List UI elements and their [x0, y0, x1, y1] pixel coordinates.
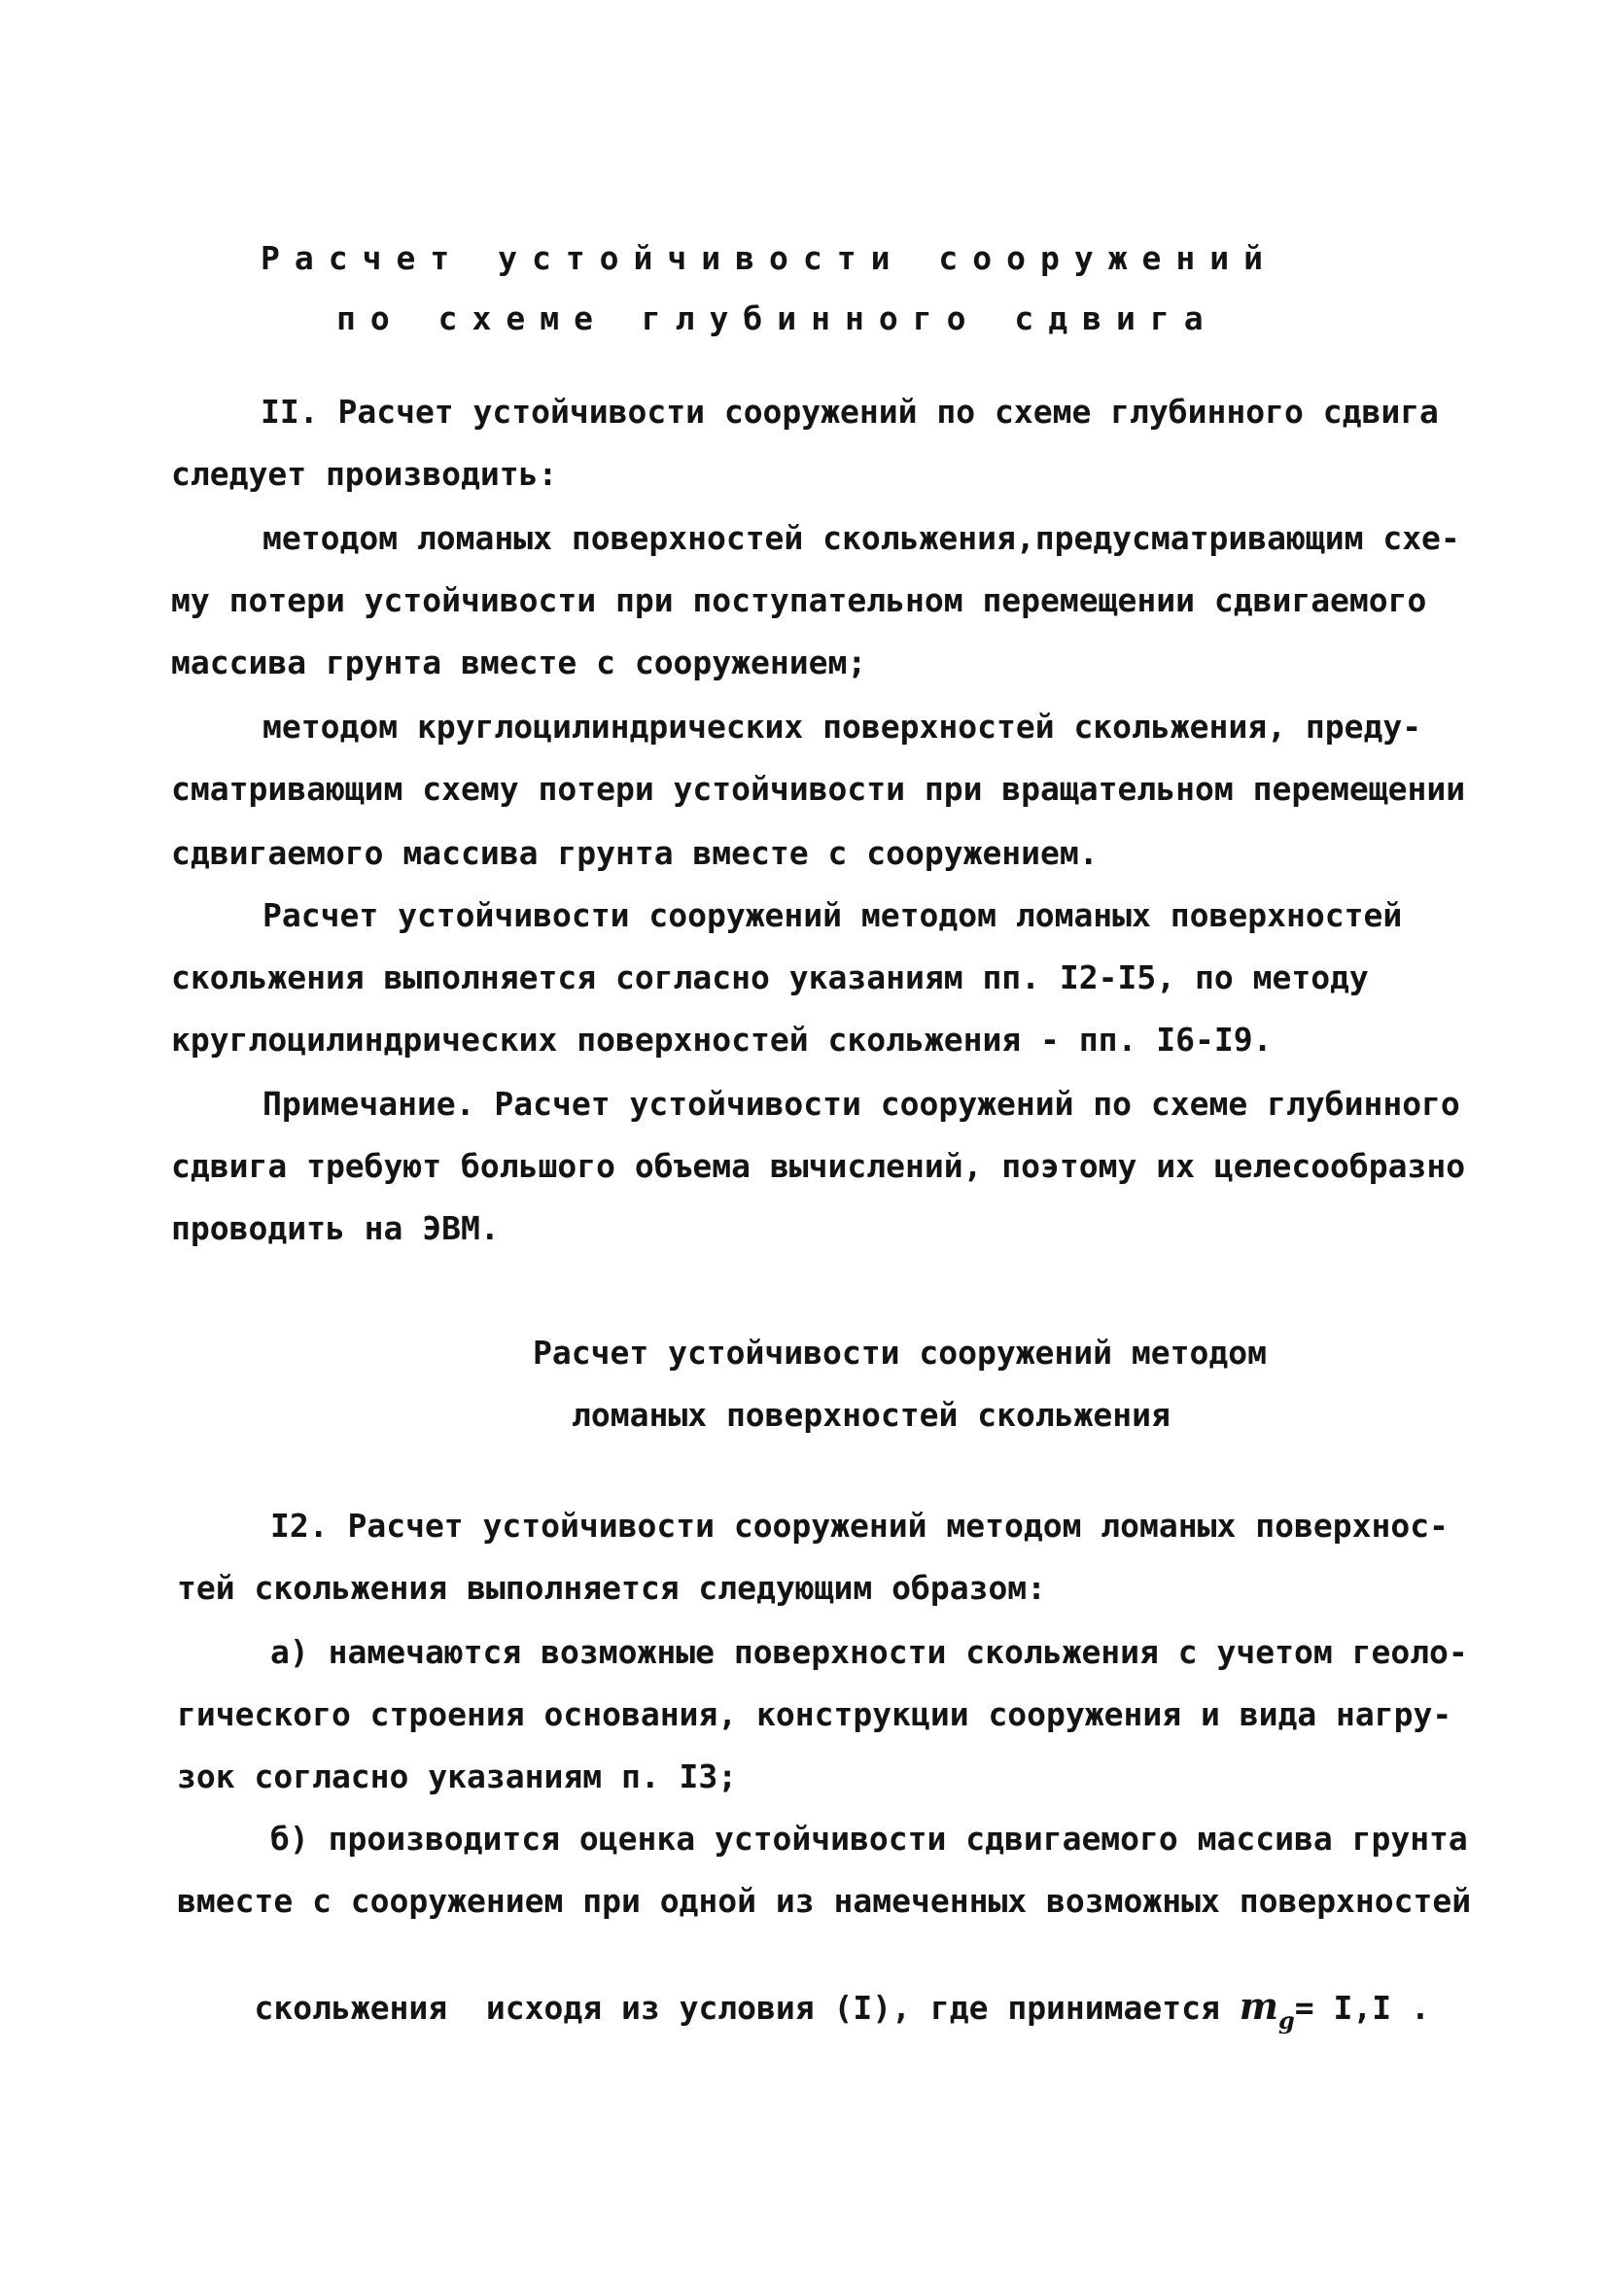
section-heading-line-2: ломаных поверхностей скольжения: [572, 1396, 1171, 1434]
formula-subscript: g: [1277, 2006, 1295, 2035]
section-heading-line-1: Расчет устойчивости сооружений методом: [533, 1334, 1267, 1372]
list-item-a-line: гического строения основания, конструкции сооружения и вида нагру-: [177, 1695, 1452, 1733]
list-item-b-formula-line: [177, 1942, 1430, 2075]
formula-lead-text: скольжения исходя из условия (I), где принимается: [254, 1989, 1240, 2027]
paragraph-11-line: II. Расчет устойчивости сооружений по схеме глубинного сдвига: [261, 393, 1439, 431]
note-line: проводить на ЭВМ.: [171, 1209, 500, 1247]
paragraph-11-line: скольжения выполняется согласно указаниям пп. I2-I5, по методу: [171, 958, 1369, 996]
document-title-line-2: по схеме глубинного сдвига: [336, 299, 1218, 337]
paragraph-11-line: методом круглоцилиндрических поверхностей скольжения, преду-: [262, 708, 1422, 746]
paragraph-11-line: сматривающим схему потери устойчивости при вращательном перемещении: [171, 770, 1466, 808]
document-title-line-1: Расчет устойчивости сооружений: [261, 239, 1278, 277]
paragraph-11-line: массива грунта вместе с сооружением;: [171, 644, 867, 681]
formula-value: = I,I .: [1294, 1989, 1430, 2027]
list-item-a-line: зок согласно указаниям п. I3;: [177, 1757, 738, 1795]
paragraph-12-line: тей скольжения выполняется следующим образом:: [177, 1569, 1047, 1607]
paragraph-11-line: Расчет устойчивости сооружений методом ломаных поверхностей: [262, 896, 1403, 934]
paragraph-11-line: сдвигаемого массива грунта вместе с сооружением.: [171, 834, 1099, 872]
paragraph-11-line: методом ломаных поверхностей скольжения,предусматривающим схе-: [262, 519, 1460, 557]
note-line: Примечание. Расчет устойчивости сооружений по схеме глубинного: [262, 1085, 1460, 1123]
list-item-a-line: а) намечаются возможные поверхности скольжения с учетом геоло-: [270, 1633, 1468, 1671]
paragraph-11-line: круглоцилиндрических поверхностей скольжения - пп. I6-I9.: [171, 1021, 1273, 1059]
paragraph-11-line: следует производить:: [171, 455, 558, 493]
formula-symbol: m: [1239, 1984, 1278, 2028]
paragraph-12-line: I2. Расчет устойчивости сооружений методом ломаных поверхнос-: [270, 1507, 1449, 1545]
list-item-b-line: б) производится оценка устойчивости сдвигаемого массива грунта: [270, 1820, 1468, 1858]
list-item-b-line: вместе с сооружением при одной из намеченных возможных поверхностей: [177, 1882, 1472, 1920]
note-line: сдвига требуют большого объема вычислений, поэтому их целесообразно: [171, 1147, 1466, 1185]
paragraph-11-line: му потери устойчивости при поступательном перемещении сдвигаемого: [171, 581, 1427, 619]
